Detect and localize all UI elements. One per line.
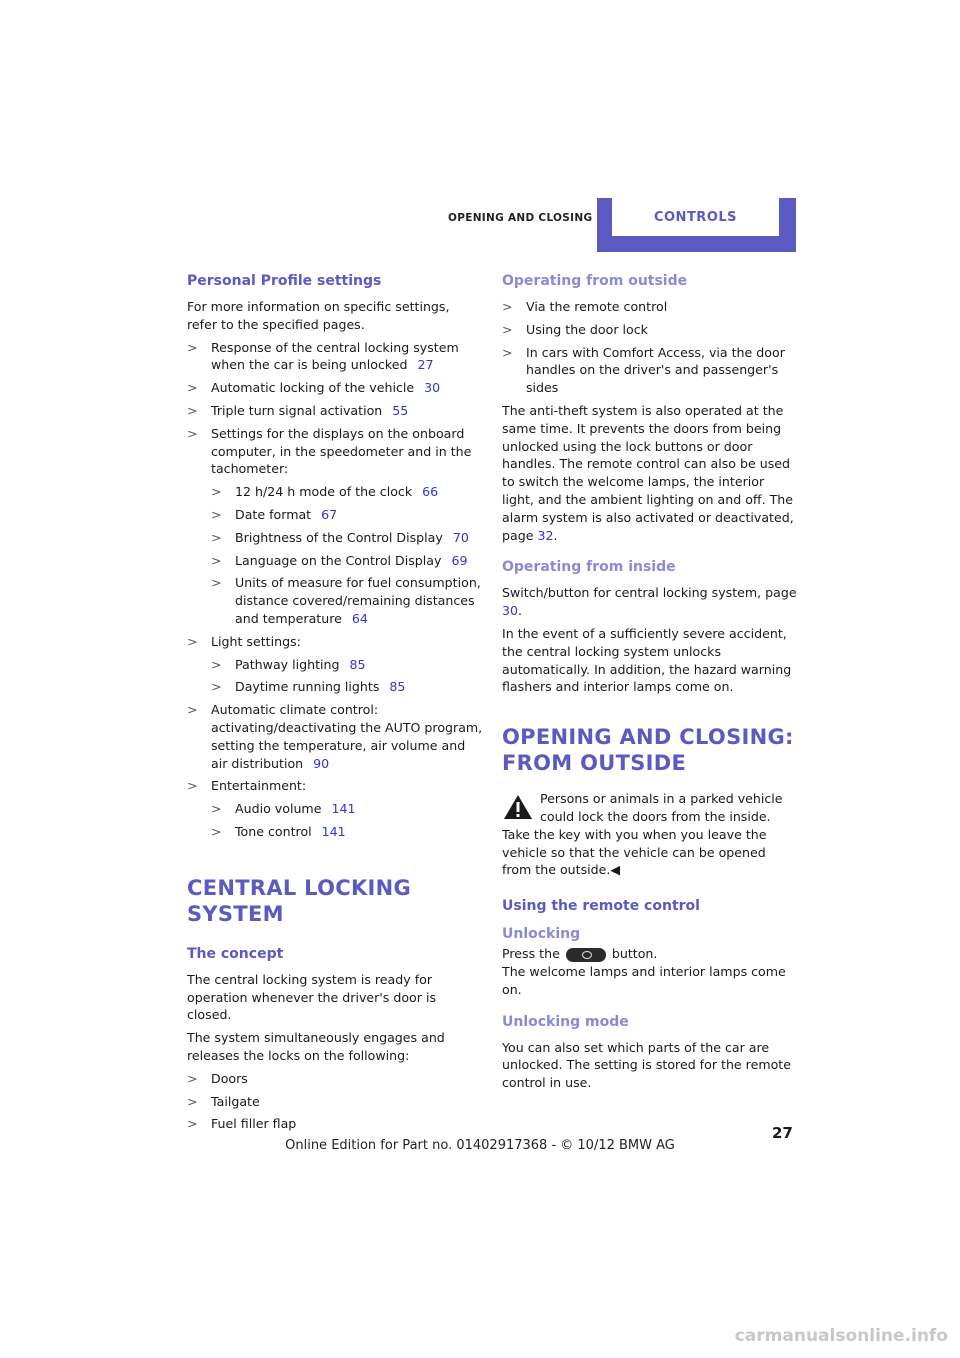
list-item: > In cars with Comfort Access, via the door handles on the driver's and passenger's sides <box>502 344 798 397</box>
list-item: > Fuel filler flap <box>187 1115 483 1133</box>
outside-list <box>502 298 798 397</box>
chapter-tab: CONTROLS <box>612 198 779 236</box>
central-locking-heading: CENTRAL LOCKING SYSTEM <box>187 875 412 926</box>
inside-paragraph-2: In the event of a sufficiently severe accident, the central locking system unlocks automatically. In addition, the hazard warning flashers and interior lamps come on. <box>502 625 792 695</box>
right-column <box>502 270 798 1097</box>
warning-text: Persons or animals in a parked vehicle could lock the doors from the inside. Take the key with you when you leave the vehicle so that the vehicle can be opened from the outside.◀ <box>502 791 783 878</box>
opening-closing-heading-line-1: OPENING AND CLOSING: <box>502 725 794 750</box>
page-number: 27 <box>772 1124 793 1142</box>
concept-paragraph-1: The central locking system is ready for operation whenever the driver's door is closed. <box>187 971 437 1023</box>
warning-block <box>502 790 798 879</box>
remote-heading: Using the remote control <box>502 898 700 915</box>
list-item: > Settings for the displays on the onboard computer, in the speedometer and in the tachometer: > 12 h/24 h mode of the clock 66 > Date format 67 > Brightness of the Control Display 70 > Language on the Control Display 69 > Units of measure for fuel consumption, distance covered/remaining distances and temperature 64 <box>187 425 483 628</box>
page-link[interactable]: 69 <box>451 552 468 568</box>
list-item: > Date format 67 <box>211 506 483 524</box>
list-item: > Daytime running lights 85 <box>211 678 483 696</box>
page-link[interactable]: 67 <box>321 506 338 522</box>
page-link[interactable]: 141 <box>331 801 356 817</box>
list-item: > Entertainment: > Audio volume 141 > Tone control 141 <box>187 777 483 840</box>
list-item: > Light settings: > Pathway lighting 85 > Daytime running lights 85 <box>187 633 483 696</box>
list-item: > Tailgate <box>187 1093 483 1111</box>
page-link[interactable]: 32 <box>537 527 554 543</box>
list-item: > Language on the Control Display 69 <box>211 552 483 570</box>
list-item: > Response of the central locking system when the car is being unlocked 27 <box>187 339 483 375</box>
list-item: > Using the door lock <box>502 321 798 339</box>
list-item: > Tone control 141 <box>211 823 483 841</box>
page-link[interactable]: 30 <box>502 603 519 619</box>
footer-edition: Online Edition for Part no. 01402917368 - © 10/12 BMW AG <box>285 1138 675 1153</box>
display-sublist <box>211 483 483 628</box>
end-marker: ◀ <box>610 862 621 878</box>
concept-heading: The concept <box>187 945 284 962</box>
inside-paragraph-1: Switch/button for central locking system, page 30. <box>502 585 797 619</box>
press-paragraph: Press the button. <box>502 946 658 962</box>
profile-heading: Personal Profile settings <box>187 273 382 289</box>
light-sublist <box>211 656 483 697</box>
watermark: carmanualsonline.info <box>734 1326 948 1346</box>
page-link[interactable]: 141 <box>321 823 346 839</box>
page-link[interactable]: 55 <box>392 402 409 418</box>
list-item: > Automatic climate control: activating/deactivating the AUTO program, setting the temperature, air volume and air distribution 90 <box>187 701 483 772</box>
page-link[interactable]: 85 <box>389 679 406 695</box>
unlocking-mode-heading: Unlocking mode <box>502 1013 629 1030</box>
mode-paragraph: You can also set which parts of the car are unlocked. The setting is stored for the remote control in use. <box>502 1039 791 1091</box>
concept-paragraph-2: The system simultaneously engages and releases the locks on the following: <box>187 1030 445 1063</box>
list-item: > Units of measure for fuel consumption, distance covered/remaining distances and temperature 64 <box>211 574 483 627</box>
warning-triangle-icon <box>502 792 534 822</box>
profile-list <box>187 339 483 841</box>
remote-unlock-button-icon <box>566 948 606 962</box>
list-item: > Triple turn signal activation 55 <box>187 402 483 420</box>
list-item: > Doors <box>187 1070 483 1088</box>
list-item: > Brightness of the Control Display 70 <box>211 529 483 547</box>
list-item: > Audio volume 141 <box>211 800 483 818</box>
antitheft-paragraph: The anti-theft system is also operated at the same time. It prevents the doors from being unlocked using the lock buttons or door handles. The remote control can also be used to switch the welcome lamps, the interior light, and the ambient lighting on and off. The alarm system is also activated or deactivated, page 32. <box>502 402 794 543</box>
list-item: > Automatic locking of the vehicle 30 <box>187 379 483 397</box>
profile-intro: For more information on specific settings, refer to the specified pages. <box>187 299 450 332</box>
page-link[interactable]: 30 <box>424 380 441 396</box>
page-link[interactable]: 90 <box>313 755 330 771</box>
outside-heading: Operating from outside <box>502 273 688 289</box>
welcome-paragraph: The welcome lamps and interior lamps come on. <box>502 963 786 997</box>
inside-heading: Operating from inside <box>502 559 676 576</box>
section-header: OPENING AND CLOSING <box>448 212 593 224</box>
page-link[interactable]: 85 <box>349 656 366 672</box>
entertainment-sublist <box>211 800 483 841</box>
unlocking-heading: Unlocking <box>502 926 581 943</box>
page-link[interactable]: 64 <box>351 610 368 626</box>
page-link[interactable]: 66 <box>422 484 439 500</box>
page-link[interactable]: 70 <box>452 529 469 545</box>
lock-list <box>187 1070 483 1133</box>
list-item: > Pathway lighting 85 <box>211 656 483 674</box>
page-link[interactable]: 27 <box>417 357 434 373</box>
list-item: > 12 h/24 h mode of the clock 66 <box>211 483 483 501</box>
left-column <box>187 270 483 1138</box>
opening-closing-heading-line-2: FROM OUTSIDE <box>502 751 687 776</box>
list-item: > Via the remote control <box>502 298 798 316</box>
